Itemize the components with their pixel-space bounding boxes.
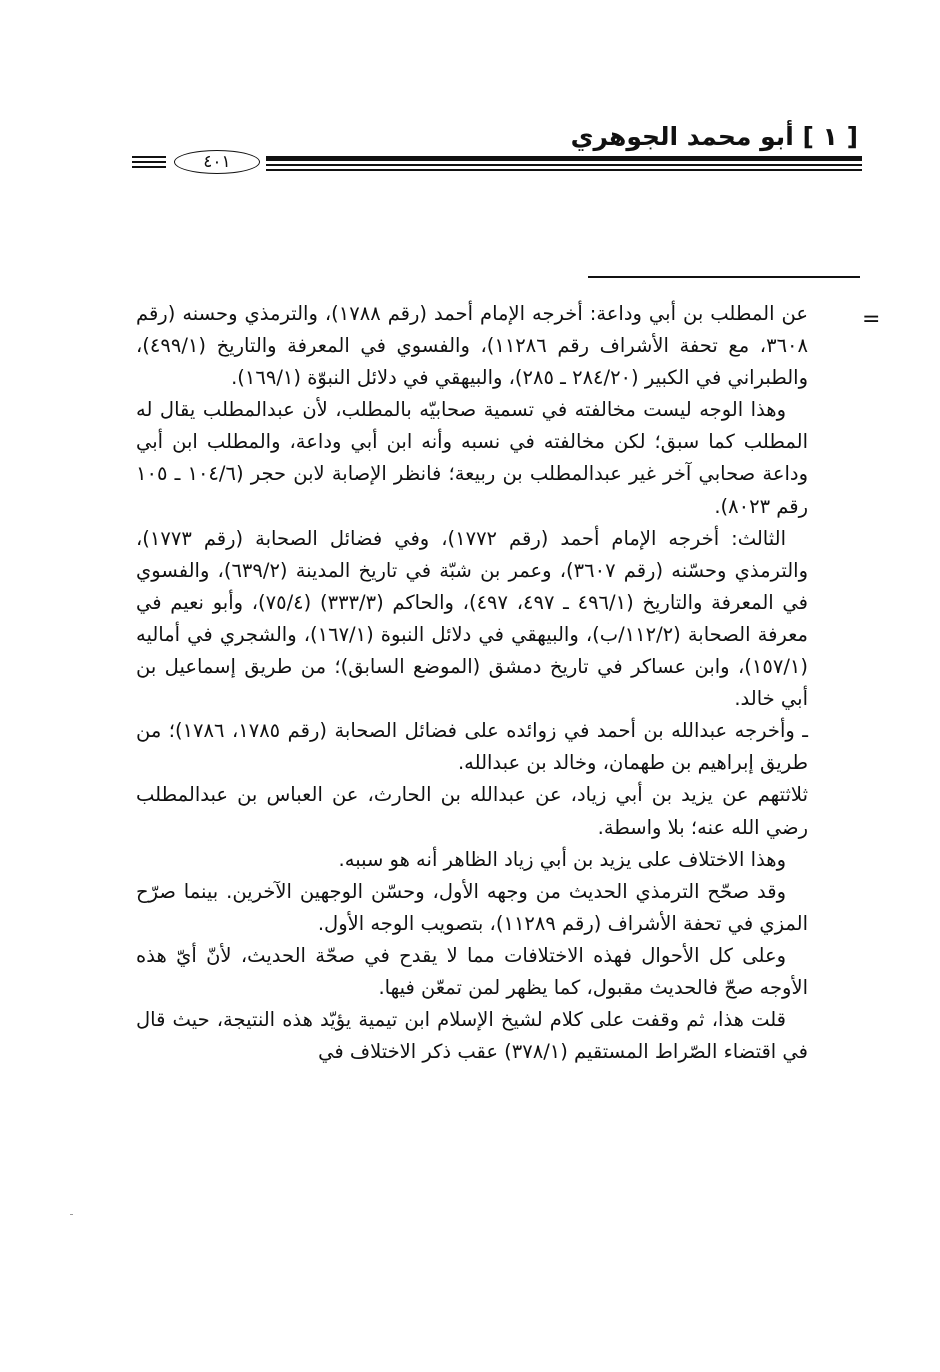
header-rule — [132, 148, 862, 178]
page-number: ٤٠١ — [174, 150, 260, 174]
footnote-paragraph: وقد صحّح الترمذي الحديث من وجهه الأول، وحسّن الوجهين الآخرين. بينما صرّح المزي في تحفة الأشراف (رقم ١١٢٨٩)، بتصويب الوجه الأول. — [136, 879, 808, 935]
header-rule-left-line — [132, 161, 166, 163]
running-header-title: [ ١ ] أبو محمد الجوهري — [570, 122, 858, 151]
header-rule-right-line — [266, 164, 862, 166]
header-rule-right-line — [266, 169, 862, 171]
footnote-paragraph: وهذا الاختلاف على يزيد بن أبي زياد الظاهر أنه هو سببه. — [338, 847, 786, 871]
footnote-paragraph: قلت هذا، ثم وقفت على كلام لشيخ الإسلام ابن تيمية يؤيّد هذه النتيجة، حيث قال في اقتضاء الصّراط المستقيم (٣٧٨/١) عقب ذكر الاختلاف في — [136, 1008, 808, 1064]
footnote-paragraph: ـ وأخرجه عبدالله بن أحمد في زوائده على فضائل الصحابة (رقم ١٧٨٥، ١٧٨٦)؛ من طريق إبراهيم بن طهمان، وخالد بن عبدالله. — [136, 719, 808, 775]
scan-speck — [70, 1214, 73, 1215]
header-rule-left-line — [132, 156, 166, 158]
footnote-paragraph: وهذا الوجه ليست مخالفته في تسمية صحابيّه بالمطلب، لأن عبدالمطلب يقال له المطلب كما سبق؛ لكن مخالفته في نسبه وأنه ابن أبي وداعة، والمطلب ابن أبي وداعة صحابي آخر غير عبدالمطلب بن ربيعة؛ فانظر الإصابة لابن حجر (١٠٤/٦ ـ ١٠٥ رقم ٨٠٢٣). — [136, 398, 808, 518]
footnote-paragraph: ثلاثتهم عن يزيد بن أبي زياد، عن عبدالله بن الحارث، عن العباس بن عبدالمطلب رضي الله عنه؛ بلا واسطة. — [136, 783, 808, 839]
footnote-paragraph: عن المطلب بن أبي وداعة: أخرجه الإمام أحمد (رقم ١٧٨٨)، والترمذي وحسنه (رقم ٣٦٠٨، مع تحفة الأشراف رقم ١١٢٨٦)، والفسوي في المعرفة والتاريخ (٤٩٩/١)، والطبراني في الكبير (٢٨٤/٢٠ ـ ٢٨٥)، والبيهقي في دلائل النبوّة (١٦٩/١). — [136, 302, 808, 390]
footnote-text — [136, 298, 808, 1068]
footnote-paragraph: وعلى كل الأحوال فهذه الاختلافات مما لا يقدح في صحّة الحديث، لأنّ أيّ هذه الأوجه صحّ فالحديث مقبول، كما يظهر لمن تمعّن فيها. — [136, 943, 808, 999]
header-rule-right-line — [266, 156, 862, 161]
footnote-separator — [588, 276, 860, 278]
header-rule-left-line — [132, 166, 166, 168]
footnote-continuation-mark: = — [862, 307, 881, 332]
footnote-paragraph: الثالث: أخرجه الإمام أحمد (رقم ١٧٧٢)، وفي فضائل الصحابة (رقم ١٧٧٣)، والترمذي وحسّنه (رقم ٣٦٠٧)، وعمر بن شبّة في تاريخ المدينة (٦٣٩/٢)، والفسوي في المعرفة والتاريخ (٤٩٦/١ ـ ٤٩٧، ٤٩٧)، والحاكم (٣٣٣/٣) (٧٥/٤)، وأبو نعيم في معرفة الصحابة (١١٢/٢/ب)، والبيهقي في دلائل النبوة (١٦٧/١)، والشجري في أماليه (١٥٧/١)، وابن عساكر في تاريخ دمشق (الموضع السابق)؛ من طريق إسماعيل بن أبي خالد. — [136, 526, 809, 711]
